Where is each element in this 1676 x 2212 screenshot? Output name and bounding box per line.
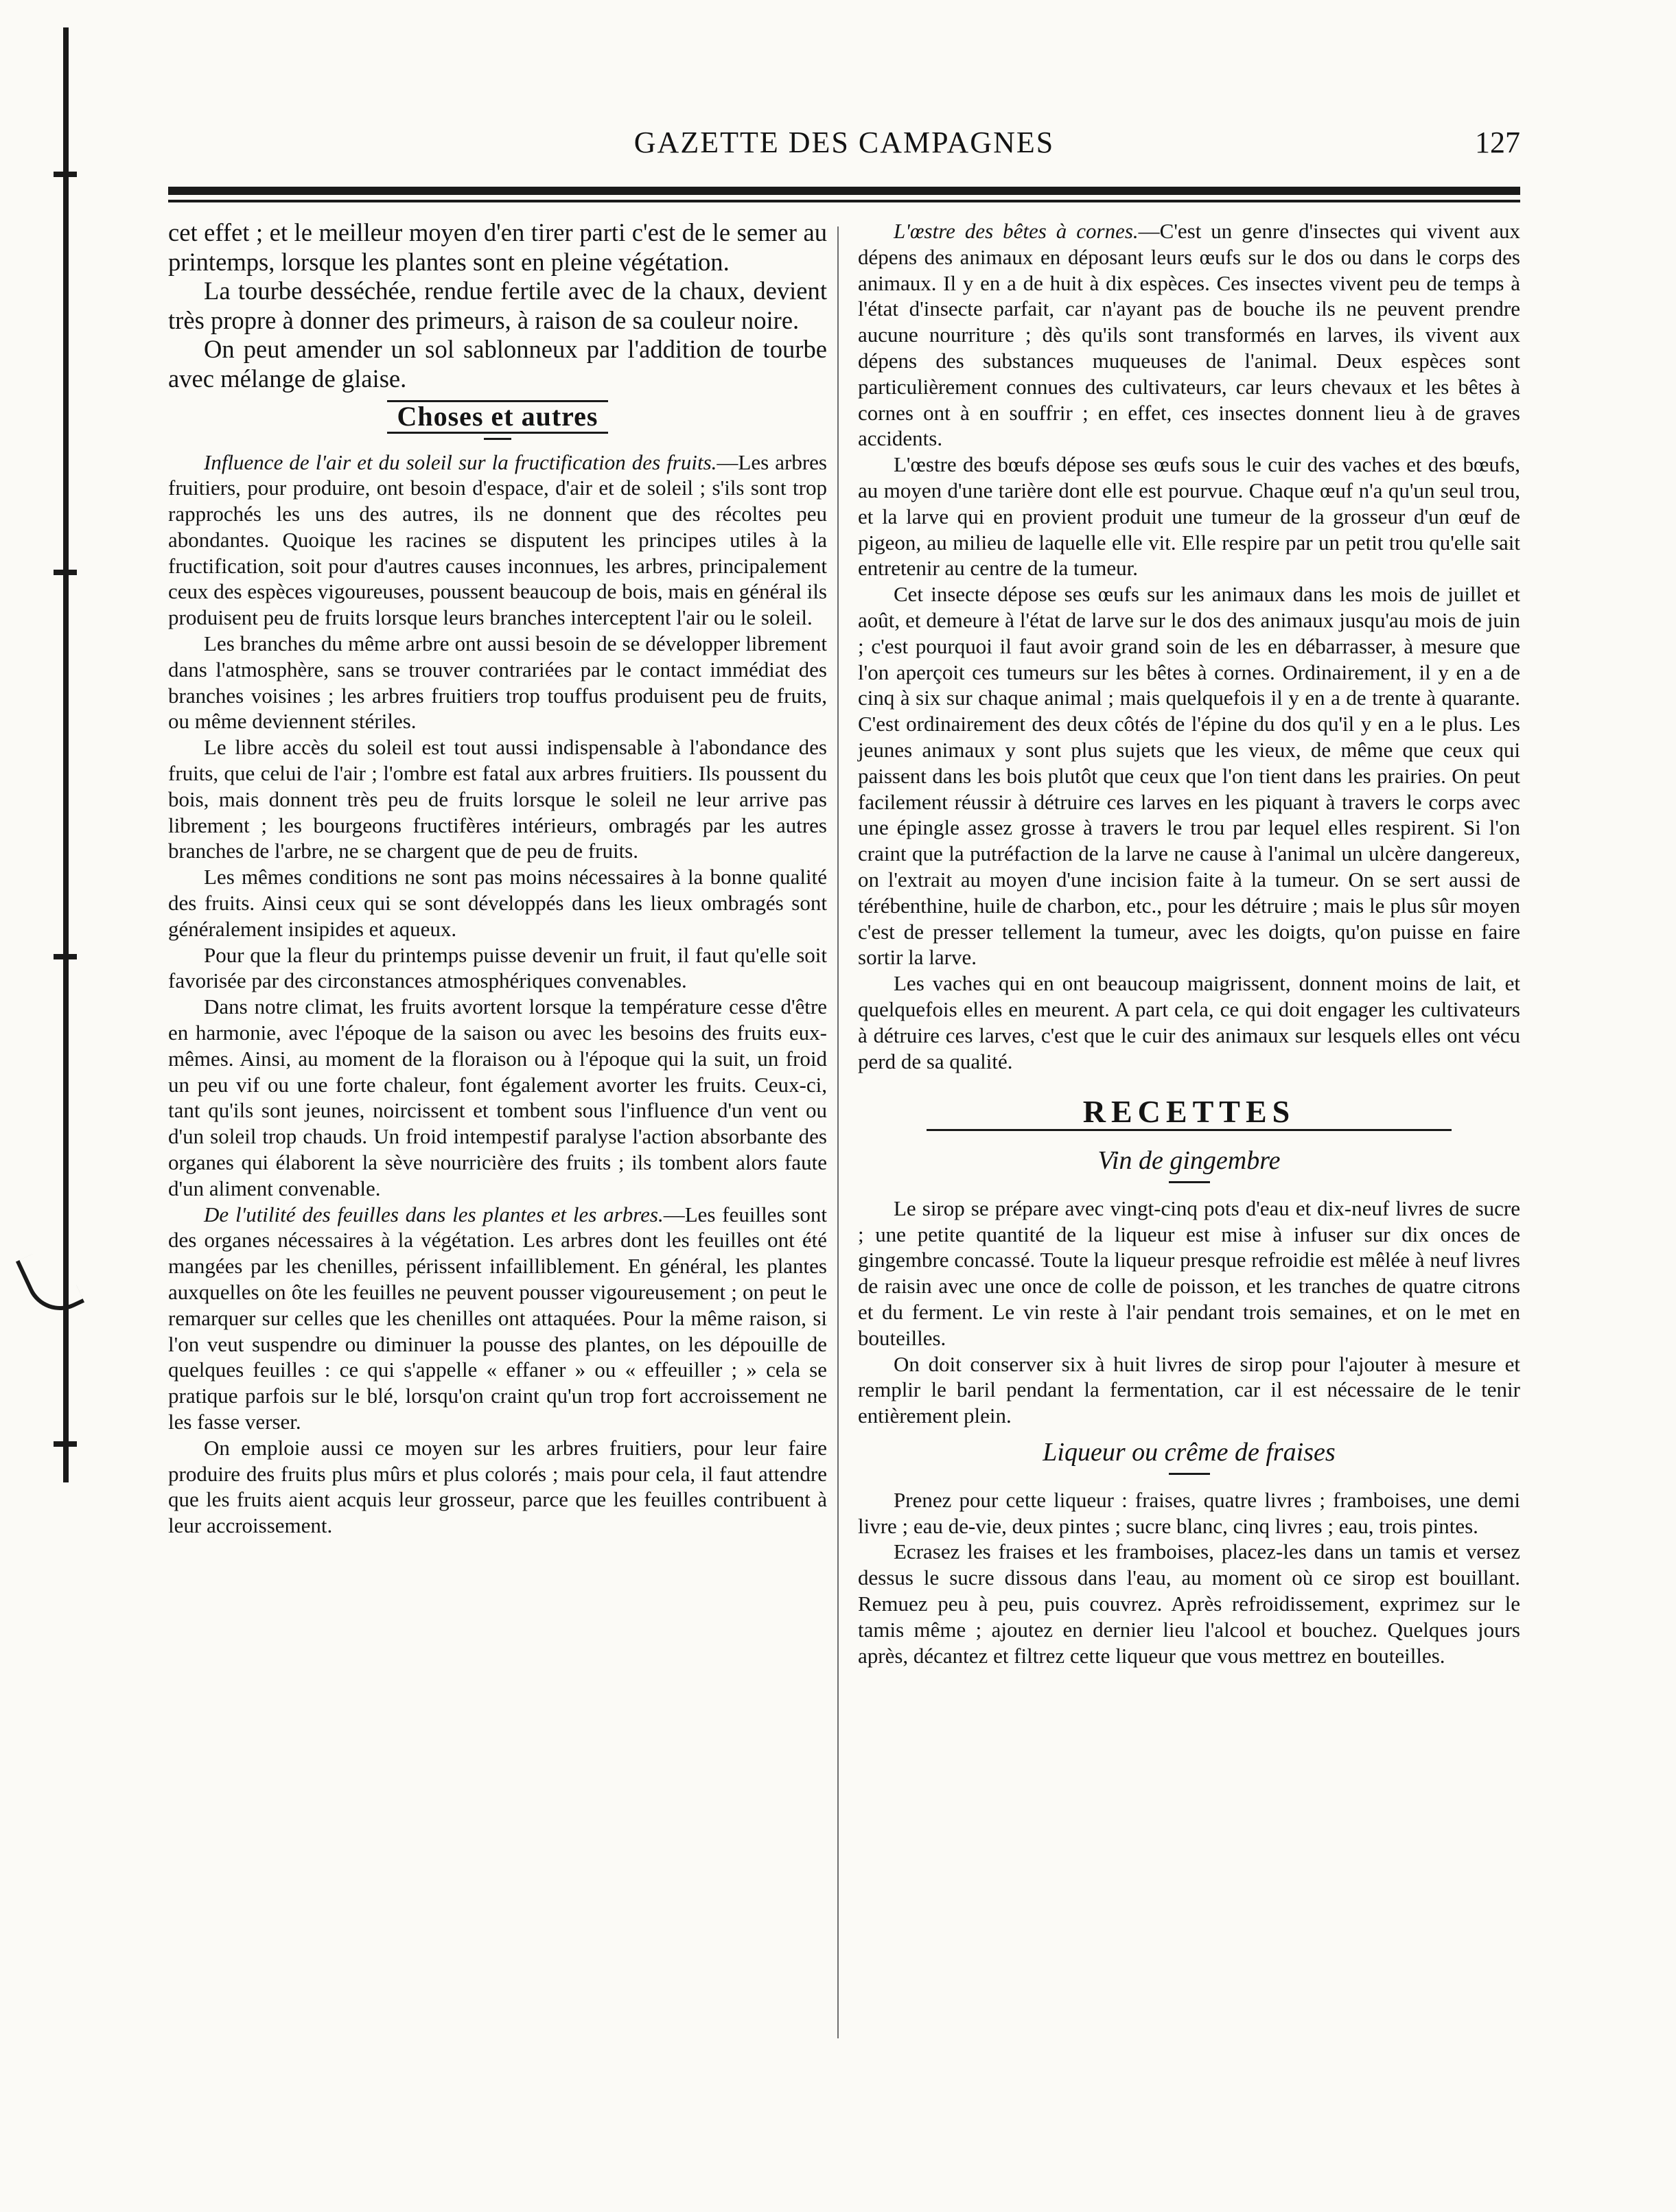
- paragraph: Les mêmes conditions ne sont pas moins nécessaires à la bonne qualité des fruits. Ainsi ceux qui se sont développés dans les lieux ombragés sont généralement insipides et aqueux.: [168, 865, 827, 941]
- paragraph: Cet insecte dépose ses œufs sur les animaux dans les mois de juillet et août, et demeure à l'état de larve sur le dos des animaux jusqu'au mois de juin ; c'est pourquoi il faut avoir grand soin de les en débarrasser, à mesure que l'on aperçoit ces tumeurs sur les bêtes à cornes. Ordinairement, il y en a de cinq à six sur chaque animal ; mais quelquefois il y en a de trente à quarante. C'est ordinairement des deux côtés de l'épine du dos qu'il y en a le plus. Les jeunes animaux y sont plus sujets que les vieux, de même que ceux qui paissent dans les bois plutôt que ceux que l'on tient dans les prairies. On peut facilement réussir à détruire ces larves en les piquant à travers le corps avec une épingle assez grosse à travers le trou par lequel elles respirent. Si l'on craint que la putréfaction de la larve ne cause à l'animal un ulcère dangereux, on l'extrait au moyen d'une incision faite à la tumeur. On se sert aussi de térébenthine, huile de charbon, etc., pour les détruire ; mais le plus sûr moyen c'est de presser tellement la tumeur, avec les doigts, qu'on puisse en faire sortir la larve.: [858, 582, 1520, 970]
- margin-tick: [54, 570, 77, 575]
- paragraph-text: —Les feuilles sont des organes nécessaires à la végétation. Les arbres dont les feuilles ont été mangées par les chenilles, périssent infailliblement. En général, les plantes auxquelles on ôte les feuilles ne peuvent pousser vigoureusement ; on peut le remarquer sur celles que les chenilles ont attaquées. Pour la même raison, si l'on veut suspendre ou diminuer la pousse des plantes, on les dépouille de quelques feuilles : ce qui s'appelle « effaner » ou « effeuiller ; » cela se pratique parfois sur le blé, lorsqu'on craint qu'un trop fort accroissement ne les fasse verser.: [168, 1202, 827, 1434]
- paragraph: Pour que la fleur du printemps puisse devenir un fruit, il faut qu'elle soit favorisée par des circonstances atmosphériques convenables.: [168, 942, 827, 993]
- paragraph: Dans notre climat, les fruits avortent lorsque la température cesse d'être en harmonie, avec l'époque de la saison ou avec les besoins des fruits eux-mêmes. Ainsi, au moment de la floraison ou à l'époque qui la suit, un froid un peu vif ou une forte chaleur, font également avorter les fruits. Ceux-ci, tant qu'ils sont jeunes, noircissent et tombent sous l'influence d'un vent ou d'un soleil trop chauds. Un froid intempestif paralyse l'action absorbante des organes qui élaborent la sève nourricière des fruits ; ils tombent alors faute d'un aliment convenable.: [168, 994, 827, 1200]
- paragraph: On doit conserver six à huit livres de sirop pour l'ajouter à mesure et remplir le baril pendant la fermentation, car il est nécessaire de le tenir entièrement plein.: [858, 1351, 1520, 1428]
- section-heading-wrapper: [168, 400, 827, 434]
- paragraph-text: —Les arbres fruitiers, pour produire, ont besoin d'espace, d'air et de soleil ; s'ils sont trop rapprochés les uns des autres, ils ne donnent que des récoltes peu abondantes. Quoique les racines se disputent les principes utiles à la fructification, soit pour d'autres causes inconnues, les arbres, principalement ceux des espèces vigoureuses, poussent beaucoup de bois, mais en général ils produisent peu de fruits lorsque leurs branches interceptent l'air ou le soleil.: [168, 450, 827, 630]
- left-column: [168, 218, 827, 1539]
- recettes-rule: [858, 1125, 1520, 1137]
- recipe-title-rule: [1169, 1473, 1210, 1475]
- page-number: 127: [1475, 126, 1520, 159]
- section-heading-rule: [484, 438, 511, 440]
- recettes-heading: RECETTES: [1082, 1094, 1296, 1130]
- paragraph: Ecrasez les fraises et les framboises, placez-les dans un tamis et versez dessus le sucre dissous dans l'eau, au moment où ce sirop est bouillant. Remuez peu à peu, puis couvrez. Après refroidissement, exprimez sur le tamis même ; ajoutez en dernier lieu l'alcool et bouchez. Quelques jours après, décantez et filtrez cette liqueur que vous mettrez en bouteilles.: [858, 1539, 1520, 1668]
- header-rule-thick: [168, 187, 1520, 195]
- paragraph: [168, 1202, 827, 1435]
- right-column: [858, 218, 1520, 1668]
- recipe-title: Liqueur ou crême de fraises: [1043, 1438, 1336, 1467]
- paragraph: Les branches du même arbre ont aussi besoin de se développer librement dans l'atmosphère, sans se trouver contrariées par le contact immédiat des branches voisines ; les arbres fruitiers trop touffus produisent peu de fruits, ou même deviennent stériles.: [168, 631, 827, 734]
- column-divider: [837, 226, 839, 2038]
- paragraph: [858, 218, 1520, 452]
- margin-tick: [54, 1441, 77, 1447]
- paragraph-lead: L'œstre des bêtes à cornes.: [894, 219, 1139, 243]
- running-title: GAZETTE DES CAMPAGNES: [633, 126, 1055, 159]
- paragraph: Le sirop se prépare avec vingt-cinq pots d'eau et dix-neuf livres de sucre ; une petite quantité de la liqueur est mise à infuser sur dix onces de gingembre concassé. Toute la liqueur presque refroidie est mêlée à neuf livres de raisin avec une once de colle de poisson, et les tranches de quatre citrons et du ferment. Le vin reste à l'air pendant trois semaines, et on le met en bouteilles.: [858, 1196, 1520, 1350]
- paragraph: On emploie aussi ce moyen sur les arbres fruitiers, pour leur faire produire des fruits plus mûrs et plus colorés ; mais pour cela, il faut attendre que les fruits aient acquis leur grosseur, parce que les feuilles contribuent à leur accroissement.: [168, 1435, 827, 1538]
- paragraph: L'œstre des bœufs dépose ses œufs sous le cuir des vaches et des bœufs, au moyen d'une tarière dont elle est pourvue. Chaque œuf n'a qu'un seul trou, et la larve qui en provient produit une tumeur de la grosseur d'un œuf de pigeon, au milieu de laquelle elle vit. Elle respire par un petit trou qu'elle sait entretenir au centre de la tumeur.: [858, 452, 1520, 581]
- header-rule-thin: [168, 200, 1520, 202]
- paragraph: La tourbe desséchée, rendue fertile avec de la chaux, devient très propre à donner des primeurs, à raison de sa couleur noire.: [168, 277, 827, 334]
- section-heading: Choses et autres: [387, 400, 607, 434]
- recipe-title: Vin de gingembre: [1097, 1146, 1281, 1176]
- margin-tick: [54, 172, 77, 177]
- paragraph-lead: De l'utilité des feuilles dans les plantes et les arbres.: [204, 1202, 664, 1226]
- paragraph: Le libre accès du soleil est tout aussi indispensable à l'abondance des fruits, que celui de l'air ; l'ombre est fatal aux arbres fruitiers. Ils poussent du bois, mais donnent très peu de fruits lorsque le soleil ne leur arrive pas librement ; les bourgeons fructifères intérieurs, ombragés par les autres branches de l'arbre, ne se chargent que de peu de fruits.: [168, 735, 827, 863]
- paragraph: cet effet ; et le meilleur moyen d'en tirer parti c'est de le semer au printemps, lorsque les plantes sont en pleine végétation.: [168, 218, 827, 276]
- paragraph-text: —C'est un genre d'insectes qui vivent aux dépens des animaux en déposant leurs œufs sur le dos ou dans le corps des animaux. Il y en a de huit à dix espèces. Ces insectes vivent peu de temps à l'état d'insecte parfait, car n'ayant pas de bouche ils ne peuvent prendre aucune nourriture ; dès qu'ils sont transformés en larves, ils vivent aux dépens des substances muqueuses de l'animal. Deux espèces sont particulièrement connues des cultivateurs, car leurs chevaux et les bêtes à cornes ont à en souffrir ; en effet, ces insectes donnent lieu à de graves accidents.: [858, 219, 1520, 451]
- margin-tick: [54, 954, 77, 959]
- paragraph: On peut amender un sol sablonneux par l'addition de tourbe avec mélange de glaise.: [168, 335, 827, 393]
- paragraph: Les vaches qui en ont beaucoup maigrissent, donnent moins de lait, et quelquefois elles en meurent. A part cela, ce qui doit engager les cultivateurs à détruire ces larves, c'est que le cuir des animaux sur lesquels elles ont vécu perd de sa qualité.: [858, 971, 1520, 1073]
- page-header: [168, 125, 1520, 180]
- paragraph: [168, 450, 827, 631]
- margin-hook-mark: [16, 1243, 84, 1322]
- paragraph: Prenez pour cette liqueur : fraises, quatre livres ; framboises, une demi livre ; eau de-vie, deux pintes ; sucre blanc, cinq livres ; eau, trois pintes.: [858, 1487, 1520, 1538]
- paragraph-lead: Influence de l'air et du soleil sur la fructification des fruits.: [204, 450, 717, 474]
- recipe-title-rule: [1169, 1181, 1210, 1183]
